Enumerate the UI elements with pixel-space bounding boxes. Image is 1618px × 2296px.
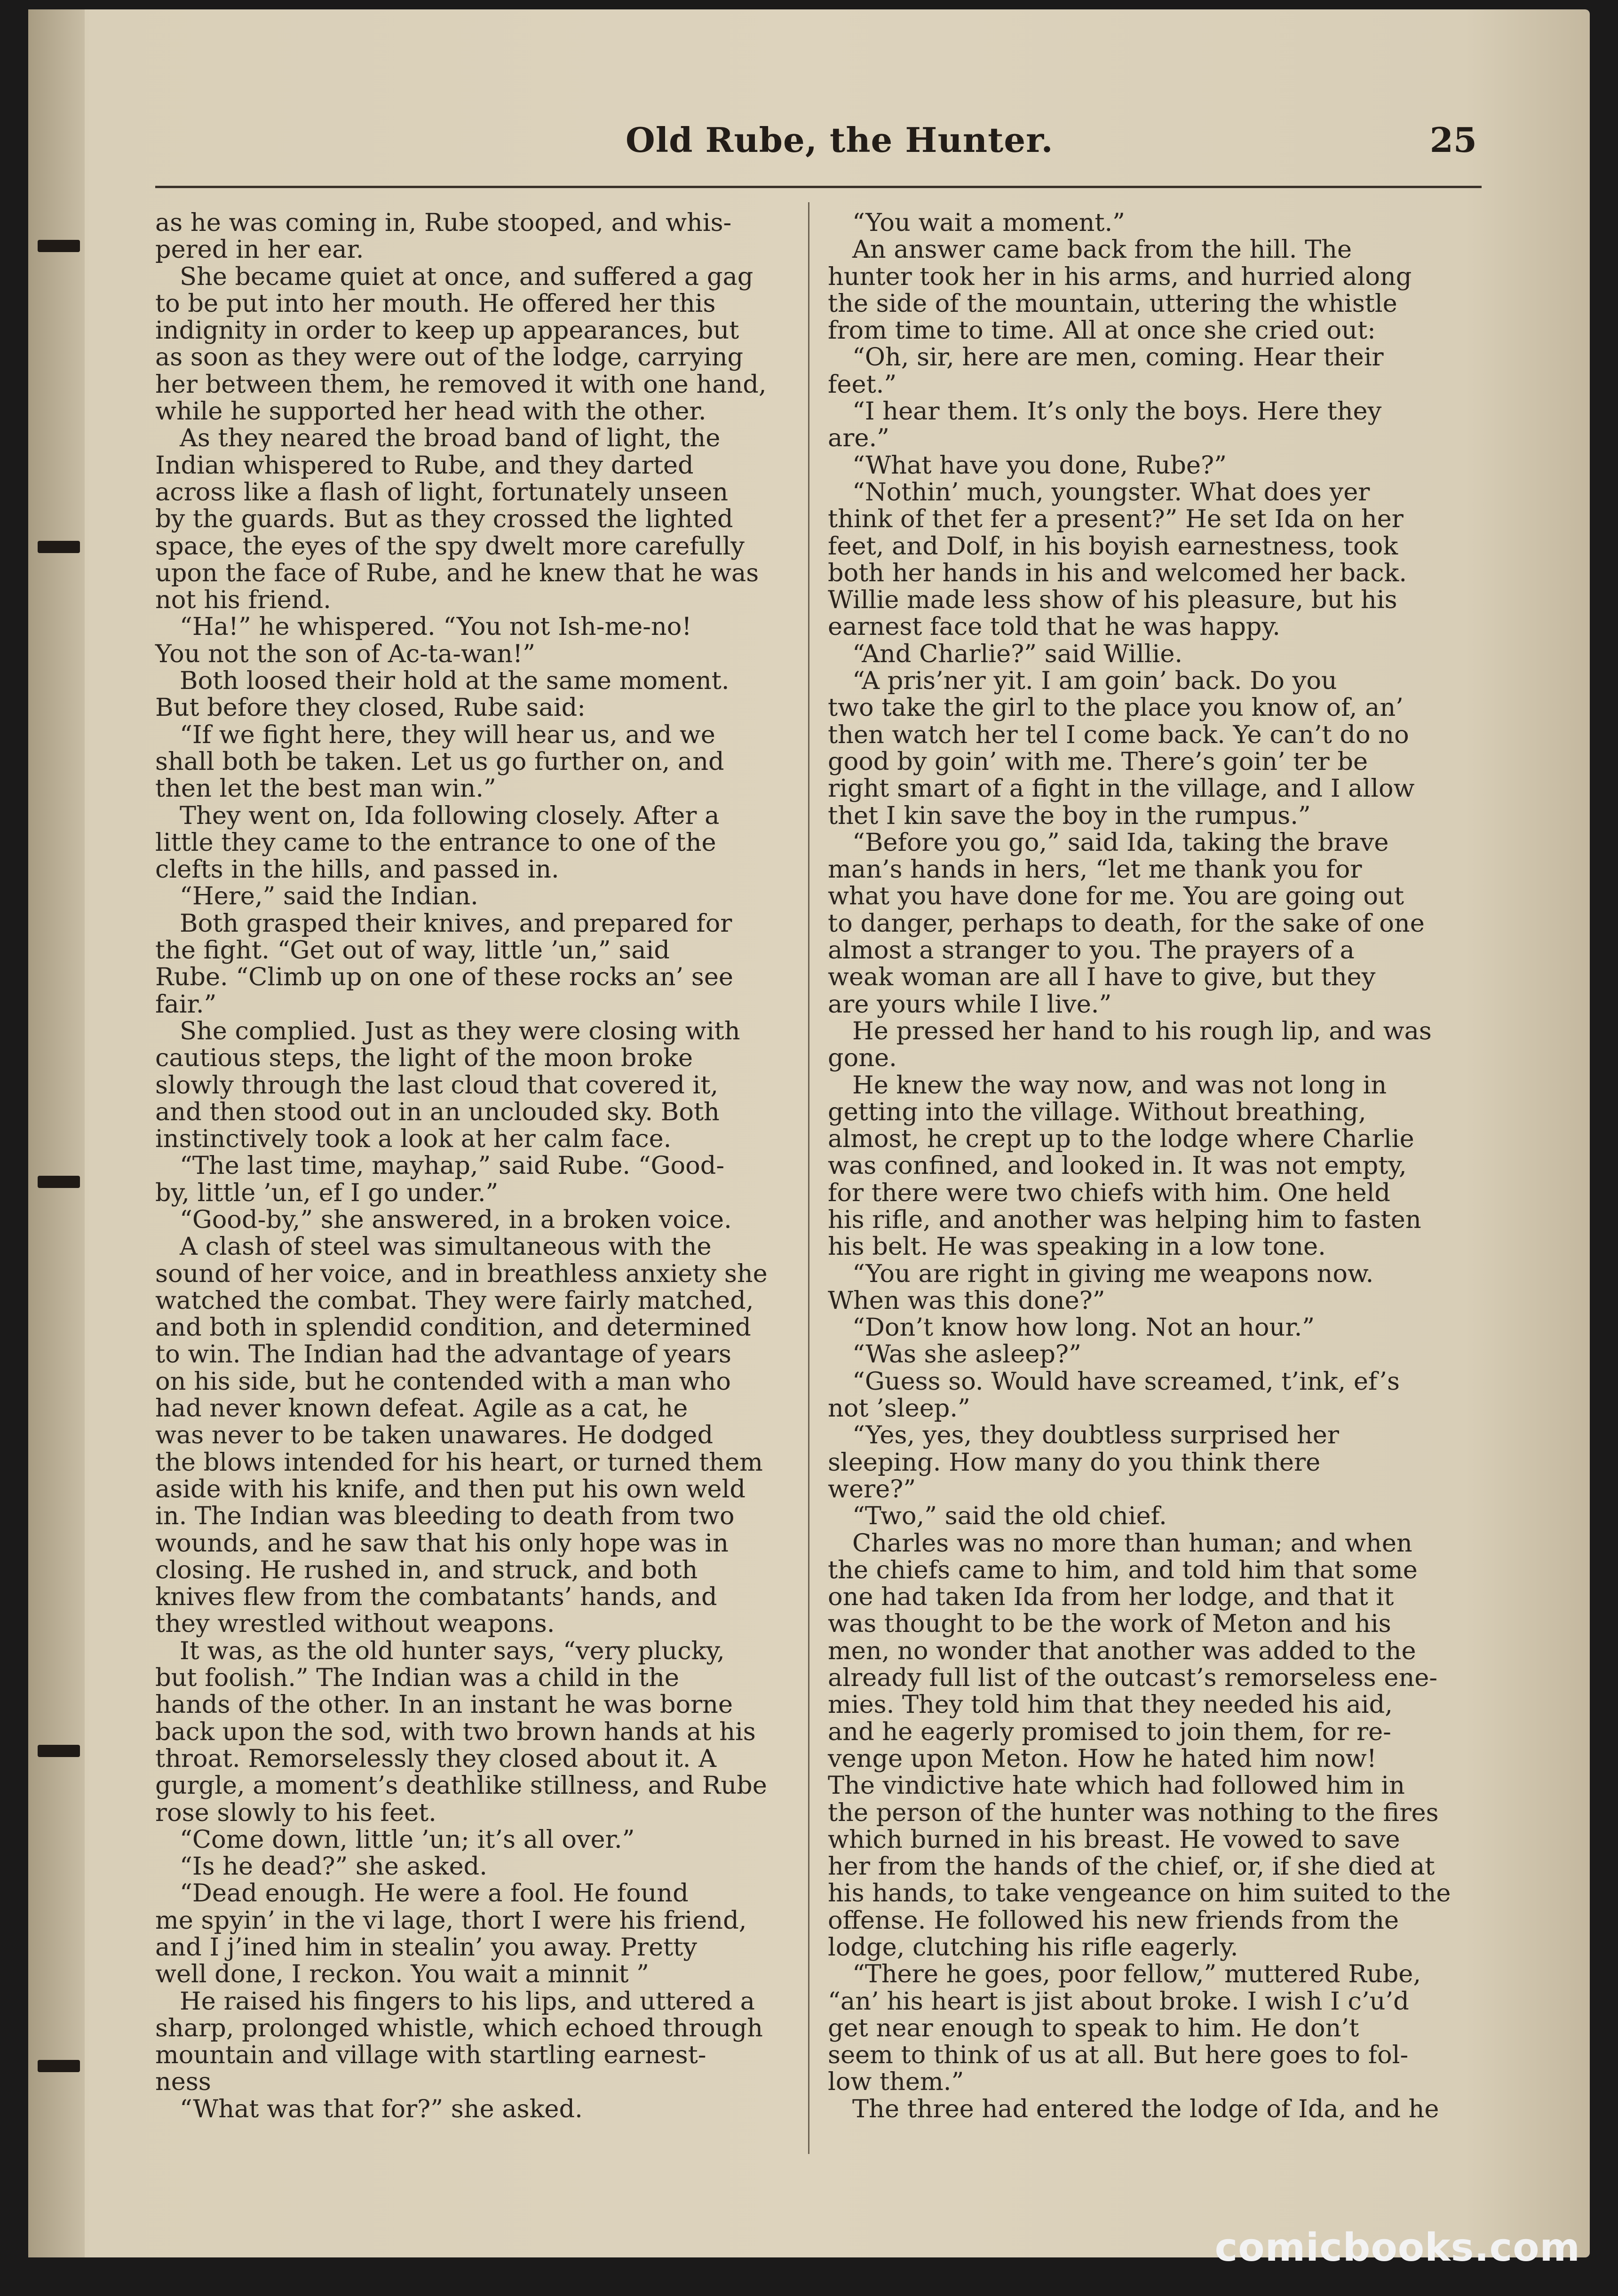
page-header [155,111,1486,167]
paragraph: “Dead enough. He were a fool. He found me spyin’ in the vi lage, thort I were his friend, and I j’ined him in stealin’ you away. Pretty well done, I reckon. You wait a minnit ” [155,1879,747,1989]
paragraph: “Before you go,” said Ida, taking the brave man’s hands in hers, “let me thank you for what you have done for me. You are going out to danger, perhaps to death, for the sake of one almost a stranger to you. The prayers of a weak woman are all I have to give, but they are yours while I live.” [828,828,1425,1019]
running-title: Old Rube, the Hunter. [626,120,1054,160]
paragraph: He pressed her hand to his rough lip, and was gone. [828,1016,1432,1073]
paragraph: “Ha!” he whispered. “You not Ish-me-no! You not the son of Ac-ta-wan!” [155,612,692,668]
paragraph: “Is he dead?” she asked. [180,1852,487,1881]
paragraph: “The last time, mayhap,” said Rube. “Good- by, little ’un, ef I go under.” [155,1151,725,1207]
watermark: comicbooks.com [1214,2225,1580,2270]
paragraph: “Yes, yes, they doubtless surprised her sleeping. How many do you think there were?” [828,1421,1339,1504]
paragraph: “There he goes, poor fellow,” muttered Rube, “an’ his heart is jist about broke. I wish I c’u’d get near enough to speak to him. He don’t seem to think of us at all. But here goes to fol- low them.” [828,1960,1421,2097]
binding-stitch [38,240,80,252]
binding-stitch [38,1176,80,1188]
paragraph: “Don’t know how long. Not an hour.” [852,1313,1315,1342]
paragraph: “Come down, little ’un; it’s all over.” [180,1825,635,1854]
right-column [828,209,1477,2122]
paragraph: “A pris’ner yit. I am goin’ back. Do you two take the girl to the place you know of, an’ then watch her tel I come back. Ye can’t do no good by goin’ with me. There’s goin’ ter be right smart of a fight in the village, and I allow thet I kin save the boy in the rumpus.” [828,666,1415,830]
paragraph: He knew the way now, and was not long in getting into the village. Without breathing, almost, he crept up to the lodge where Charlie was confined, and looked in. It was not empty, for there were two chiefs with him. One held his rifle, and another was helping him to fasten his belt. He was speaking in a low tone. [828,1070,1421,1261]
paragraph: “If we fight here, they will hear us, and we shall both be taken. Let us go further on, and then let the best man win.” [155,720,724,803]
paragraph: An answer came back from the hill. The hunter took her in his arms, and hurried along the side of the mountain, uttering the whistle from time to time. All at once she cried out: [828,235,1412,345]
paragraph: The three had entered the lodge of Ida, and he [852,2094,1439,2123]
paragraph: As they neared the broad band of light, the Indian whispered to Rube, and they darted across like a flash of light, fortunately unseen by the guards. But as they crossed the lighted space, the eyes of the spy dwelt more carefully upon the face of Rube, and he knew that he was not his friend. [155,424,759,615]
paragraph: Charles was no more than human; and when the chiefs came to him, and told him that some one had taken Ida from her lodge, and that it was thought to be the work of Meton and his men, no wonder that another was added to the already full list of the outcast’s remorseless ene- mies. They told him that they needed his aid, and he eagerly promised to join them, for re- venge upon Meton. How he hated him now! The vindictive hate which had followed him in the person of the hunter was nothing to the fires which burned in his breast. He vowed to save her from the hands of the chief, or, if she died at his hands, to take vengeance on him suited to the offense. He followed his new friends from the lodge, clutching his rifle eagerly. [828,1528,1451,1962]
header-rule [155,186,1482,188]
paragraph: He raised his fingers to his lips, and uttered a sharp, prolonged whistle, which echoed through mountain and village with startling earnest- ness [155,1987,763,2097]
paragraph: “Was she asleep?” [852,1340,1081,1369]
paragraph: Both grasped their knives, and prepared for the fight. “Get out of way, little ’un,” said Rube. “Climb up on one of these rocks an’ see fair.” [155,909,733,1019]
paragraph: She became quiet at once, and suffered a gag to be put into her mouth. He offered her this indignity in order to keep up appearances, but as soon as they were out of the lodge, carrying her between them, he removed it with one hand, while he supported her head with the other. [155,262,767,426]
paragraph: A clash of steel was simultaneous with the sound of her voice, and in breathless anxiety she watched the combat. They were fairly matched, and both in splendid condition, and determined to win. The Indian had the advantage of years on his side, but he contended with a man who had never known defeat. Agile as a cat, he was never to be taken unawares. He dodged the blows intended for his heart, or turned them aside with his knife, and then put his own weld in. The Indian was bleeding to death from two wounds, and he saw that his only hope was in closing. He rushed in, and struck, and both knives flew from the combatants’ hands, and they wrestled without weapons. [155,1232,768,1639]
paragraph: “Good-by,” she answered, in a broken voice. [180,1205,732,1234]
binding-stitch [38,541,80,553]
paragraph: as he was coming in, Rube stooped, and whis- pered in her ear. [155,208,732,264]
paragraph: “What have you done, Rube?” [852,451,1227,480]
paragraph: She complied. Just as they were closing with cautious steps, the light of the moon broke slowly through the last cloud that covered it, and then stood out in an unclouded sky. Both instinctively took a look at her calm face. [155,1016,740,1154]
paragraph: “You are right in giving me weapons now. When was this done?” [828,1259,1374,1315]
paragraph: They went on, Ida following closely. After a little they came to the entrance to one of the clefts in the hills, and passed in. [155,801,720,884]
paragraph: “What was that for?” she asked. [180,2094,583,2123]
paragraph: “And Charlie?” said Willie. [852,639,1183,668]
column-divider [808,202,809,2154]
binding-stitch [38,2060,80,2072]
paragraph: “You wait a moment.” [852,208,1125,237]
paragraph: “Two,” said the old chief. [852,1502,1167,1531]
binding-stitch [38,1745,80,1757]
left-column [155,209,804,2122]
page-number: 25 [1429,120,1477,160]
page-binding [28,9,85,2257]
paragraph: “Here,” said the Indian. [180,882,478,911]
paragraph: “Guess so. Would have screamed, t’ink, ef’s not ’sleep.” [828,1367,1400,1423]
paragraph: “Nothin’ much, youngster. What does yer think of thet fer a present?” He set Ida on her feet, and Dolf, in his boyish earnestness, took both her hands in his and welcomed her back. Willie made less show of his pleasure, but his earnest face told that he was happy. [828,477,1407,641]
paragraph: It was, as the old hunter says, “very plucky, but foolish.” The Indian was a child in the hands of the other. In an instant he was borne back upon the sod, with two brown hands at his throat. Remorselessly they closed about it. A gurgle, a moment’s deathlike stillness, and Rube rose slowly to his feet. [155,1636,767,1827]
paragraph: “I hear them. It’s only the boys. Here they are.” [828,397,1382,453]
paragraph: “Oh, sir, here are men, coming. Hear their feet.” [828,343,1384,399]
paragraph: Both loosed their hold at the same moment. But before they closed, Rube said: [155,666,730,722]
